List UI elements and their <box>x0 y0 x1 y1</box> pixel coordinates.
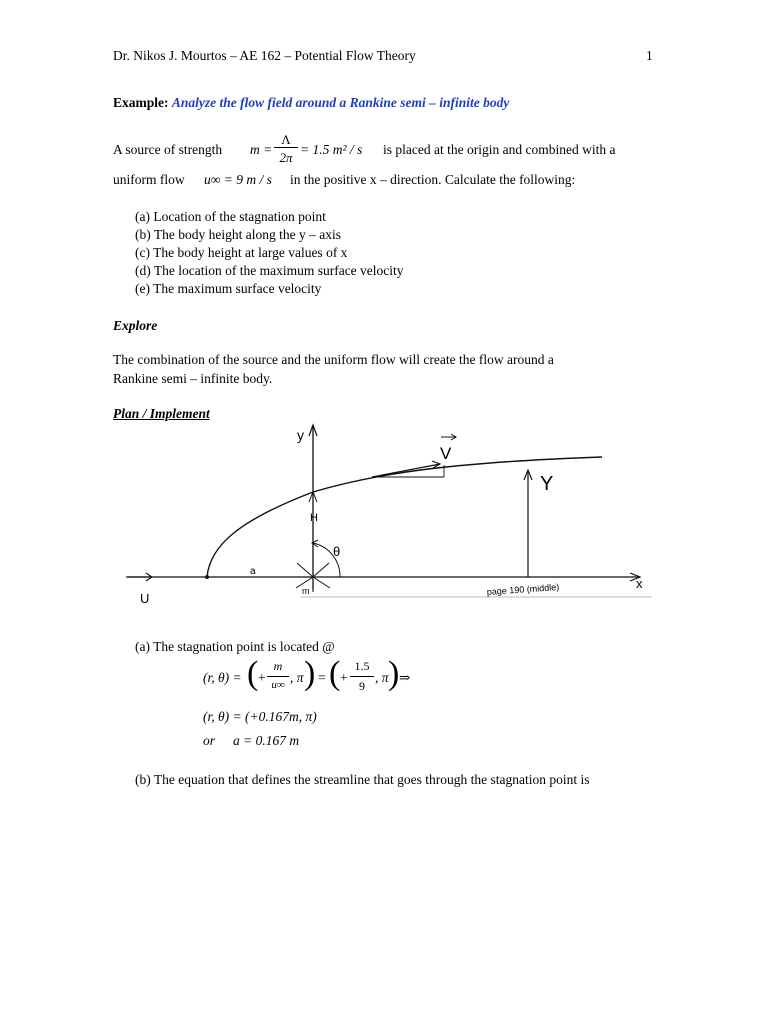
page-note: page 190 (middle) <box>486 581 560 597</box>
large-height-label: Y <box>540 473 554 495</box>
eq1-frac2-num: 1.5 <box>354 659 370 673</box>
part-b-intro: (b) The equation that defines the streamline that goes through the stagnation point is <box>135 772 590 787</box>
velocity-label: V <box>440 444 452 463</box>
problem-line-2-suffix: in the positive x – direction. Calculate the following: <box>290 172 576 187</box>
part-a-eq2: (r, θ) = (+0.167m, π) <box>203 709 317 724</box>
eq1-frac2-bar <box>350 676 374 677</box>
plus-sign-2: + <box>340 670 348 685</box>
angle-label: θ <box>333 544 341 559</box>
equals-sign: = <box>318 670 326 685</box>
problem-line-1-suffix: is placed at the origin and combined with a <box>383 142 616 157</box>
task-item-d: (d) The location of the maximum surface velocity <box>135 263 404 278</box>
eq1-frac-num: m <box>273 659 283 673</box>
source-eq-numerator: Λ <box>281 132 291 147</box>
uniform-flow-eq: u∞ = 9 m / s <box>204 172 272 187</box>
surface-velocity-vector <box>372 464 440 477</box>
eq1-frac2-den: 9 <box>359 679 365 693</box>
problem-line-1-prefix: A source of strength <box>113 142 223 157</box>
y-axis-label: y <box>297 427 304 443</box>
stagnation-point-marker <box>205 575 209 579</box>
page-number: 1 <box>646 48 653 63</box>
example-label: Example: <box>113 95 169 110</box>
explore-heading: Explore <box>113 318 158 333</box>
source-eq-denominator: 2π <box>279 150 293 165</box>
freestream-label: U <box>140 591 150 606</box>
task-item-a: (a) Location of the stagnation point <box>135 209 326 224</box>
paren-close-1: ) <box>304 655 316 692</box>
page-header: Dr. Nikos J. Mourtos – AE 162 – Potential Flow Theory <box>113 48 416 63</box>
part-a-eq3: a = 0.167 m <box>233 733 300 748</box>
plan-heading: Plan / Implement <box>113 406 210 421</box>
part-a-eq1-lhs: (r, θ) = <box>203 670 242 685</box>
part-a-intro: (a) The stagnation point is located @ <box>135 639 335 654</box>
eq1-end: , π <box>375 670 389 685</box>
source-eq-rhs: = 1.5 m² / s <box>300 142 363 157</box>
task-item-e: (e) The maximum surface velocity <box>135 281 322 296</box>
problem-line-2-prefix: uniform flow <box>113 172 185 187</box>
x-axis-label: x <box>636 576 643 591</box>
height-label: H <box>310 512 318 524</box>
explore-text-line-2: Rankine semi – infinite body. <box>113 371 273 386</box>
plus-sign-1: + <box>258 670 266 685</box>
implies-arrow: ⇒ <box>399 670 411 685</box>
eq1-frac-den: u∞ <box>271 679 285 691</box>
source-eq-lhs: m = <box>250 142 273 157</box>
paren-close-2: ) <box>388 655 400 692</box>
part-a-or: or <box>203 733 216 748</box>
stagnation-label: a <box>250 566 256 577</box>
task-item-b: (b) The body height along the y – axis <box>135 227 341 242</box>
eq1-mid: , π <box>290 670 304 685</box>
task-item-c: (c) The body height at large values of x <box>135 245 348 260</box>
paren-open-2: ( <box>329 655 341 692</box>
example-title: Analyze the flow field around a Rankine semi – infinite body <box>171 95 510 110</box>
paren-open-1: ( <box>247 655 259 692</box>
eq1-frac-bar <box>267 676 289 677</box>
source-label: m <box>302 586 310 596</box>
explore-text-line-1: The combination of the source and the uniform flow will create the flow around a <box>113 352 554 367</box>
